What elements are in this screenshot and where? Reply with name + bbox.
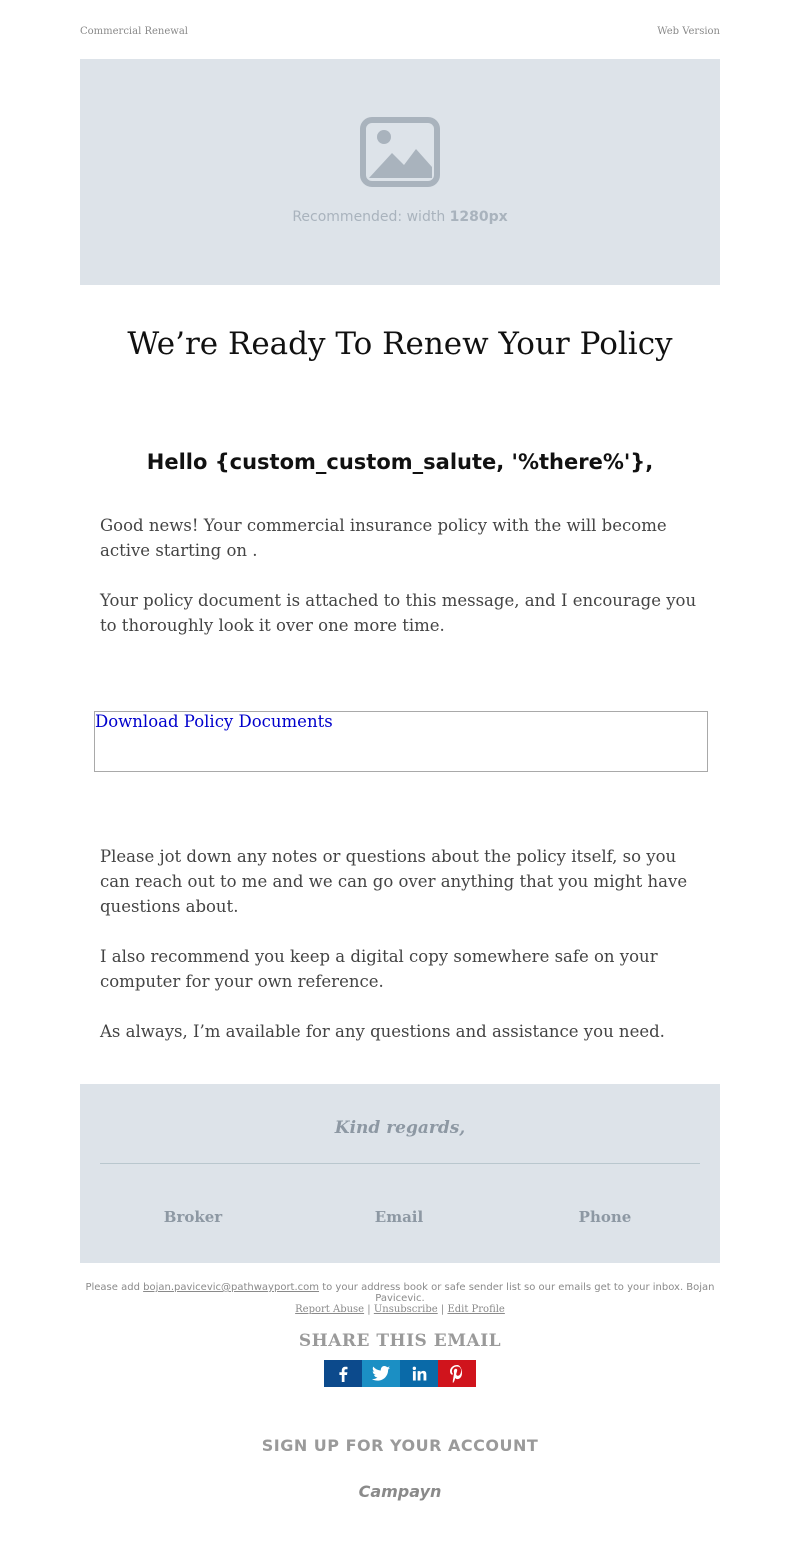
linkedin-share-button[interactable] bbox=[400, 1360, 438, 1387]
pinterest-icon bbox=[450, 1365, 464, 1383]
signature-panel bbox=[80, 1084, 720, 1263]
footer-note-suffix: to your address book or safe sender list so our emails get to your inbox. Bojan Pavicevic. bbox=[319, 1282, 715, 1304]
body-paragraph: I also recommend you keep a digital copy somewhere safe on your computer for your own reference. bbox=[100, 947, 658, 991]
preheader-label: Commercial Renewal bbox=[80, 26, 188, 37]
unsubscribe-link[interactable]: Unsubscribe bbox=[373, 1304, 438, 1315]
linkedin-icon bbox=[412, 1366, 427, 1381]
pinterest-share-button[interactable] bbox=[438, 1360, 476, 1387]
body-paragraph: Good news! Your commercial insurance policy with the will become active starting on . bbox=[100, 516, 667, 560]
hero-text-prefix: Recommended: width bbox=[292, 209, 450, 225]
twitter-icon bbox=[372, 1366, 390, 1381]
greeting-heading: Hello {custom_custom_salute, '%there%'}, bbox=[146, 450, 654, 474]
twitter-share-button[interactable] bbox=[362, 1360, 400, 1387]
body-paragraph: As always, I’m available for any questions and assistance you need. bbox=[100, 1022, 665, 1041]
kind-regards-text: Kind regards, bbox=[334, 1118, 466, 1138]
hero-text-width: 1280px bbox=[449, 209, 508, 225]
signature-divider bbox=[100, 1163, 700, 1164]
body-paragraph: Please jot down any notes or questions about the policy itself, so you can reach out to me and we can go over anything that you might have questions about. bbox=[100, 847, 688, 916]
download-policy-documents-link[interactable]: Download Policy Documents bbox=[95, 712, 333, 731]
sender-email-link[interactable]: bojan.pavicevic@pathwayport.com bbox=[143, 1282, 320, 1293]
share-title: SHARE THIS EMAIL bbox=[298, 1331, 502, 1351]
facebook-share-button[interactable] bbox=[324, 1360, 362, 1387]
social-share-row bbox=[324, 1360, 476, 1387]
footer-note-prefix: Please add bbox=[85, 1282, 144, 1293]
report-abuse-link[interactable]: Report Abuse bbox=[295, 1304, 365, 1315]
download-button-container bbox=[94, 711, 708, 772]
footer-note bbox=[80, 1282, 720, 1304]
signup-link[interactable]: SIGN UP FOR YOUR ACCOUNT bbox=[261, 1436, 539, 1455]
hero-recommendation-text bbox=[80, 209, 720, 225]
facebook-icon bbox=[336, 1366, 350, 1382]
web-version-link[interactable]: Web Version bbox=[657, 26, 720, 37]
hero-image-placeholder bbox=[80, 59, 720, 285]
footer-separator: | bbox=[437, 1304, 448, 1315]
body-paragraph: Your policy document is attached to this message, and I encourage you to thoroughly look it over one more time. bbox=[100, 591, 697, 635]
image-placeholder-icon bbox=[360, 117, 440, 187]
phone-label: Phone bbox=[578, 1208, 632, 1226]
broker-label: Broker bbox=[163, 1208, 223, 1226]
footer-links bbox=[80, 1304, 720, 1315]
page-title: We’re Ready To Renew Your Policy bbox=[127, 326, 673, 362]
campayn-logo[interactable]: Campayn bbox=[358, 1482, 442, 1501]
edit-profile-link[interactable]: Edit Profile bbox=[447, 1304, 505, 1315]
email-label: Email bbox=[374, 1208, 424, 1226]
footer-separator: | bbox=[364, 1304, 374, 1315]
